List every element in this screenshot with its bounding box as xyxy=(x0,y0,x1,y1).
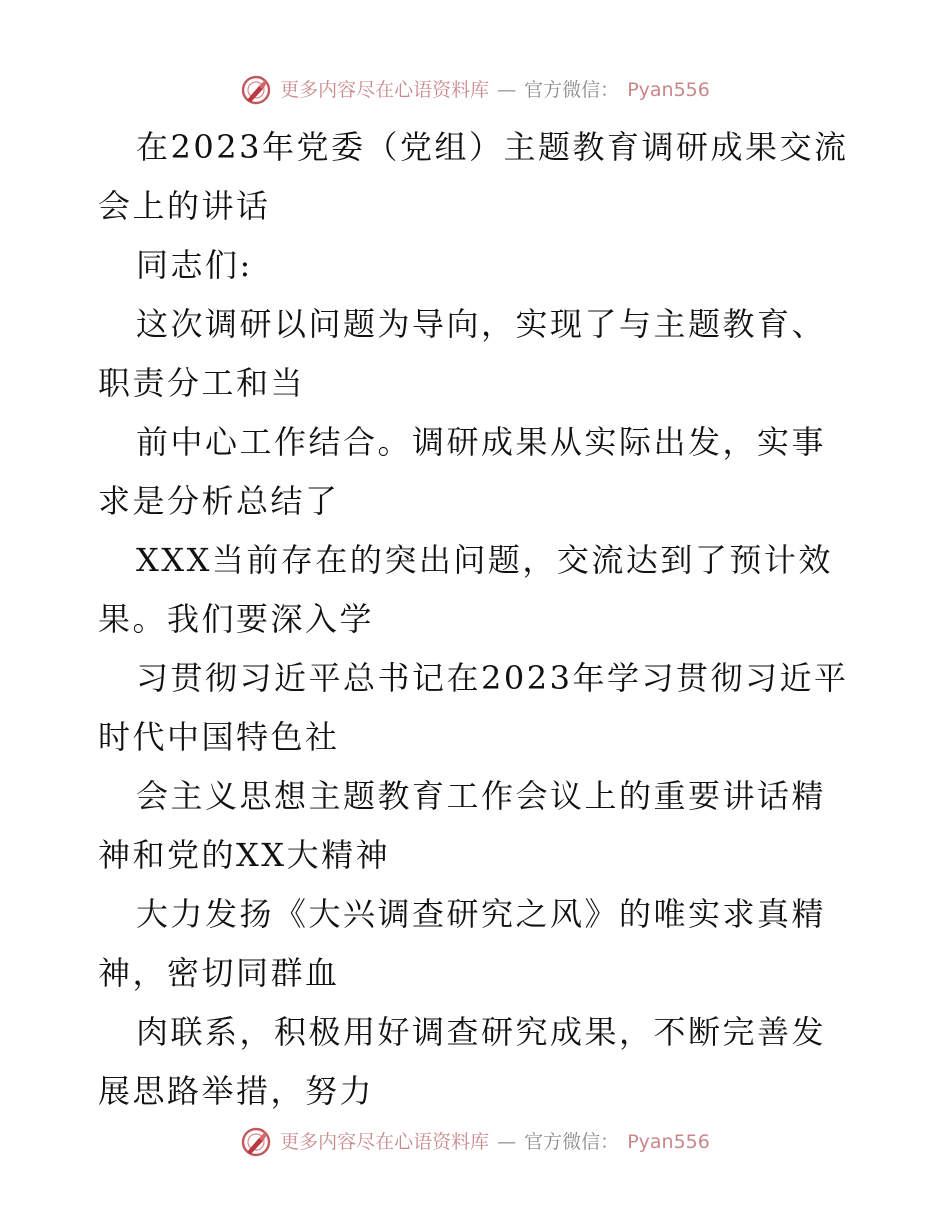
document-title: 在2023年党委（党组）主题教育调研成果交流会上的讲话 xyxy=(98,128,849,225)
body-paragraph: 习贯彻习近平总书记在2023年学习贯彻习近平时代中国特色社 xyxy=(98,659,849,756)
body-paragraph: 这次调研以问题为导向，实现了与主题教育、职责分工和当 xyxy=(98,305,827,402)
pen-nib-circle-icon xyxy=(240,1126,272,1158)
watermark-handle: Pyan556 xyxy=(627,79,710,101)
watermark-header xyxy=(0,74,950,106)
watermark-contact-label: 官方微信： xyxy=(524,79,620,101)
body-paragraph: 会主义思想主题教育工作会议上的重要讲话精神和党的XX大精神 xyxy=(98,777,827,874)
body-paragraph: 大力发扬《大兴调查研究之风》的唯实求真精神，密切同群血 xyxy=(98,895,827,992)
watermark-dash: — xyxy=(497,79,517,101)
body-paragraph: 肉联系，积极用好调查研究成果，不断完善发展思路举措，努力 xyxy=(98,1013,827,1110)
watermark-footer xyxy=(0,1126,950,1158)
document-body xyxy=(98,118,858,1121)
watermark-text: 更多内容尽在心语资料库 xyxy=(280,1131,490,1153)
salutation: 同志们: xyxy=(136,246,253,284)
watermark-contact-label: 官方微信： xyxy=(524,1131,620,1153)
watermark-text: 更多内容尽在心语资料库 xyxy=(280,79,490,101)
watermark-dash: — xyxy=(497,1131,517,1153)
pen-nib-circle-icon xyxy=(240,74,272,106)
body-paragraph: XXX当前存在的突出问题，交流达到了预计效果。我们要深入学 xyxy=(98,541,833,638)
body-paragraph: 前中心工作结合。调研成果从实际出发，实事求是分析总结了 xyxy=(98,423,827,520)
watermark-handle: Pyan556 xyxy=(627,1131,710,1153)
